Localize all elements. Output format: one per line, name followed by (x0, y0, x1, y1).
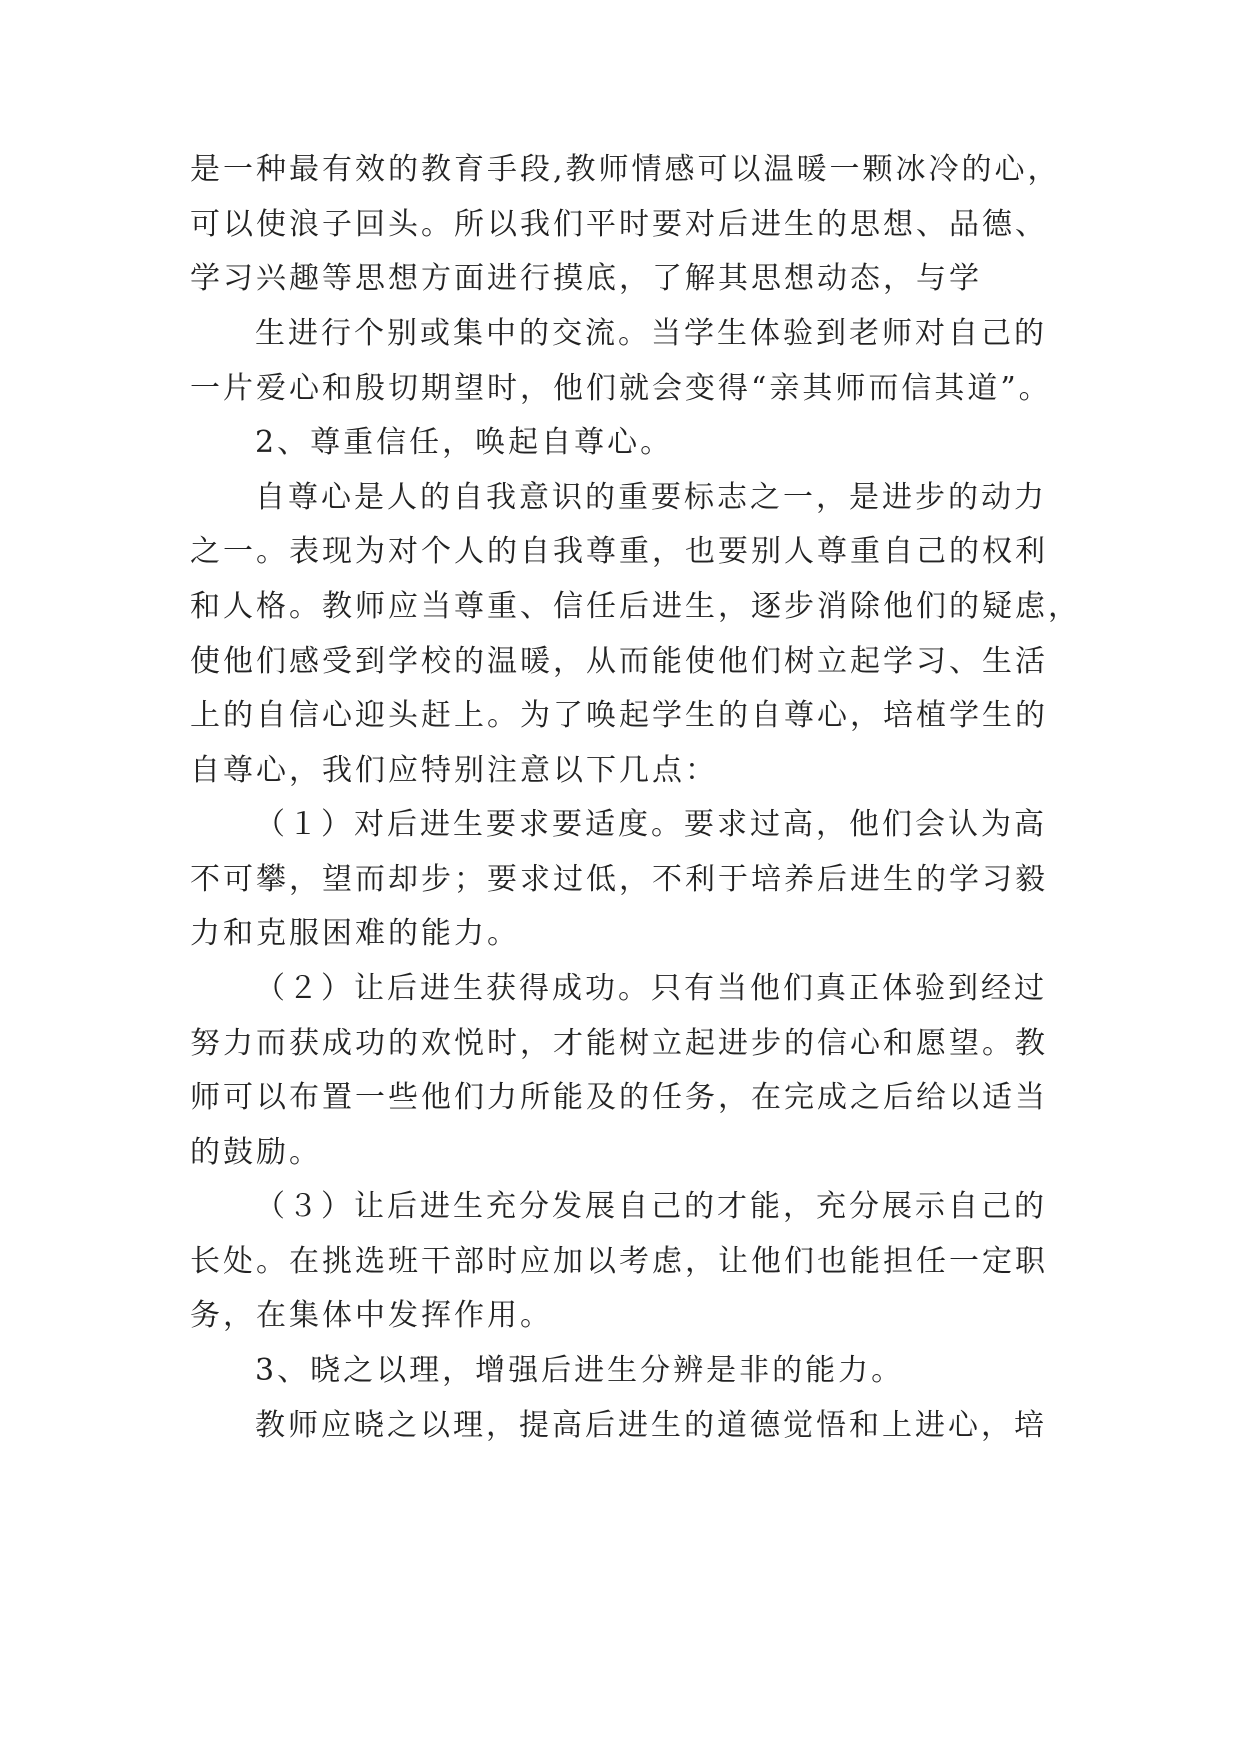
section-heading: 2、尊重信任，唤起自尊心。 (255, 425, 674, 460)
text-line: 力和克服困难的能力。 (190, 916, 520, 951)
text-line: 务，在集体中发挥作用。 (190, 1298, 553, 1333)
text-line: 教师应晓之以理，提高后进生的道德觉悟和上进心，培 (255, 1408, 1047, 1443)
text-line: 的鼓励。 (190, 1135, 322, 1170)
text-line: 之一。表现为对个人的自我尊重，也要别人尊重自己的权利 (190, 534, 1048, 569)
section-heading: 3、晓之以理，增强后进生分辨是非的能力。 (255, 1353, 905, 1388)
list-item: （１）对后进生要求要适度。要求过高，他们会认为高 (255, 807, 1047, 842)
text-line: 学习兴趣等思想方面进行摸底，了解其思想动态，与学 (190, 261, 982, 296)
text-line: 不可攀，望而却步；要求过低，不利于培养后进生的学习毅 (190, 862, 1048, 897)
text-line: 可以使浪子回头。所以我们平时要对后进生的思想、品德、 (190, 207, 1048, 242)
text-line: 努力而获成功的欢悦时，才能树立起进步的信心和愿望。教 (190, 1026, 1048, 1061)
text-line: 长处。在挑选班干部时应加以考虑，让他们也能担任一定职 (190, 1244, 1048, 1279)
list-item: （３）让后进生充分发展自己的才能，充分展示自己的 (255, 1189, 1047, 1224)
text-line: 和人格。教师应当尊重、信任后进生，逐步消除他们的疑虑， (190, 589, 1081, 624)
text-line: 是一种最有效的教育手段,教师情感可以温暖一颗冰冷的心， (190, 152, 1061, 187)
text-line: 生进行个别或集中的交流。当学生体验到老师对自己的 (255, 316, 1047, 351)
text-line: 师可以布置一些他们力所能及的任务，在完成之后给以适当 (190, 1080, 1048, 1115)
text-line: 一片爱心和殷切期望时，他们就会变得“亲其师而信其道”。 (190, 371, 1052, 406)
text-line: 使他们感受到学校的温暖，从而能使他们树立起学习、生活 (190, 644, 1048, 679)
text-line: 上的自信心迎头赶上。为了唤起学生的自尊心，培植学生的 (190, 698, 1048, 733)
text-line: 自尊心是人的自我意识的重要标志之一，是进步的动力 (255, 480, 1047, 515)
text-line: 自尊心，我们应特别注意以下几点： (190, 753, 718, 788)
list-item: （２）让后进生获得成功。只有当他们真正体验到经过 (255, 971, 1047, 1006)
